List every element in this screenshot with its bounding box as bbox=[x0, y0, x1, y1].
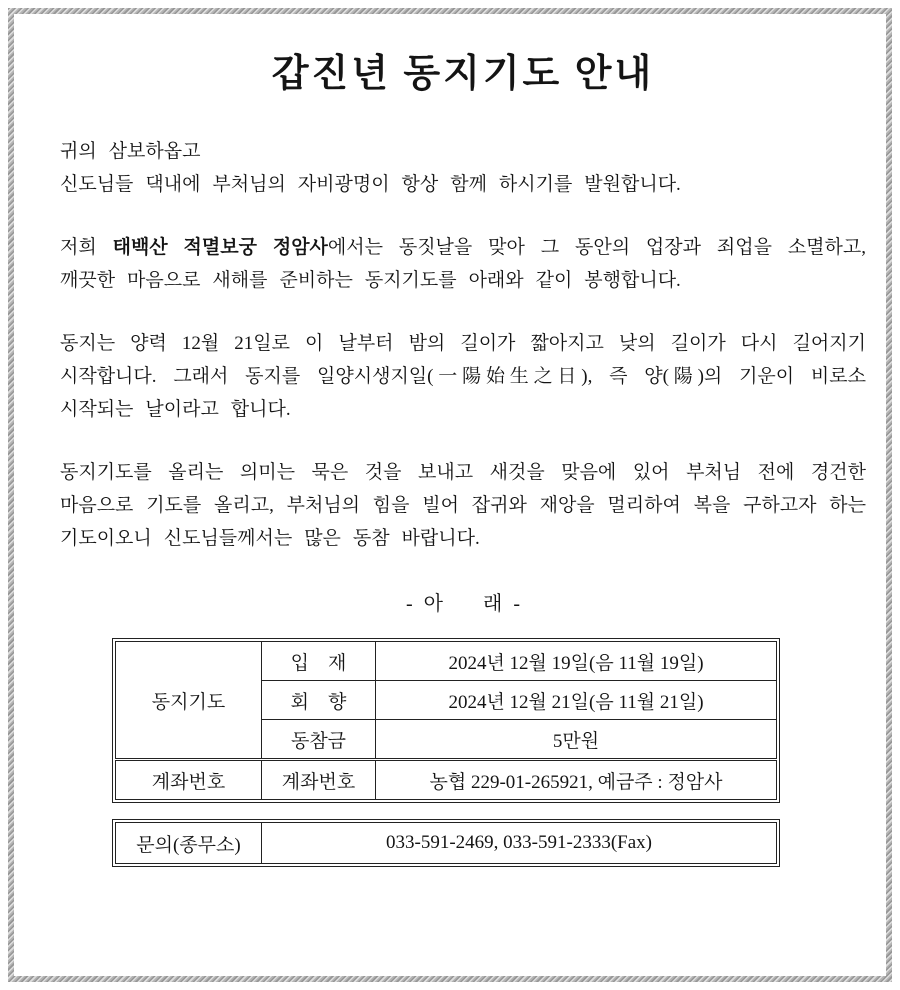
greeting-paragraph bbox=[60, 135, 866, 201]
schedule-table-grid bbox=[115, 641, 777, 800]
fee-value-cell: 5만원 bbox=[376, 720, 777, 760]
table-row bbox=[116, 823, 777, 864]
contact-value-cell: 033-591-2469, 033-591-2333(Fax) bbox=[262, 823, 777, 864]
greeting-line-1: 귀의 삼보하옵고 bbox=[60, 141, 201, 163]
page-title: 갑진년 동지기도 안내 bbox=[271, 53, 655, 95]
entry-value-cell: 2024년 12월 19일(음 11월 19일) bbox=[376, 642, 777, 681]
intro-paragraph bbox=[60, 231, 866, 297]
meaning-paragraph: 동지기도를 올리는 의미는 묵은 것을 보내고 새것을 맞음에 있어 부처님 전에 경건한 마음으로 기도를 올리고, 부처님의 힘을 빌어 잡귀와 재앙을 멀리하여 복을 구하고자 하는 기도이오니 신도님들께서는 많은 동참 바랍니다. bbox=[60, 462, 866, 550]
account-group-cell: 계좌번호 bbox=[116, 760, 262, 800]
intro-prefix: 저희 bbox=[60, 237, 113, 259]
document-content bbox=[60, 0, 866, 867]
contact-label-cell: 문의(종무소) bbox=[116, 823, 262, 864]
closing-label-cell: 회 향 bbox=[262, 681, 376, 720]
solstice-paragraph: 동지는 양력 12월 21일로 이 날부터 밤의 길이가 짧아지고 낮의 길이가 다시 길어지기 시작합니다. 그래서 동지를 일양시생지일(一陽始生之日), 즉 양(陽)의 기운이 비로소 시작되는 날이라고 합니다. bbox=[60, 333, 866, 421]
closing-value-cell: 2024년 12월 21일(음 11월 21일) bbox=[376, 681, 777, 720]
intro-suffix: 에서는 동짓날을 맞아 그 동안의 업장과 죄업을 소멸하고, 깨끗한 마음으로 새해를 준비하는 동지기도를 아래와 같이 봉행합니다. bbox=[60, 237, 866, 292]
entry-label-cell: 입 재 bbox=[262, 642, 376, 681]
table-row bbox=[116, 642, 777, 681]
below-heading: - 아 래 - bbox=[406, 593, 520, 616]
schedule-group-cell: 동지기도 bbox=[116, 642, 262, 760]
contact-table-grid bbox=[115, 822, 777, 864]
table-row bbox=[116, 760, 777, 800]
fee-label-cell: 동참금 bbox=[262, 720, 376, 760]
account-value-cell: 농협 229-01-265921, 예금주 : 정암사 bbox=[376, 760, 777, 800]
temple-name: 태백산 적멸보궁 정암사 bbox=[112, 237, 328, 259]
contact-table bbox=[112, 819, 780, 867]
greeting-line-2: 신도님들 댁내에 부처님의 자비광명이 항상 함께 하시기를 발원합니다. bbox=[60, 174, 681, 196]
schedule-table bbox=[112, 638, 780, 803]
account-label-cell: 계좌번호 bbox=[262, 760, 376, 800]
